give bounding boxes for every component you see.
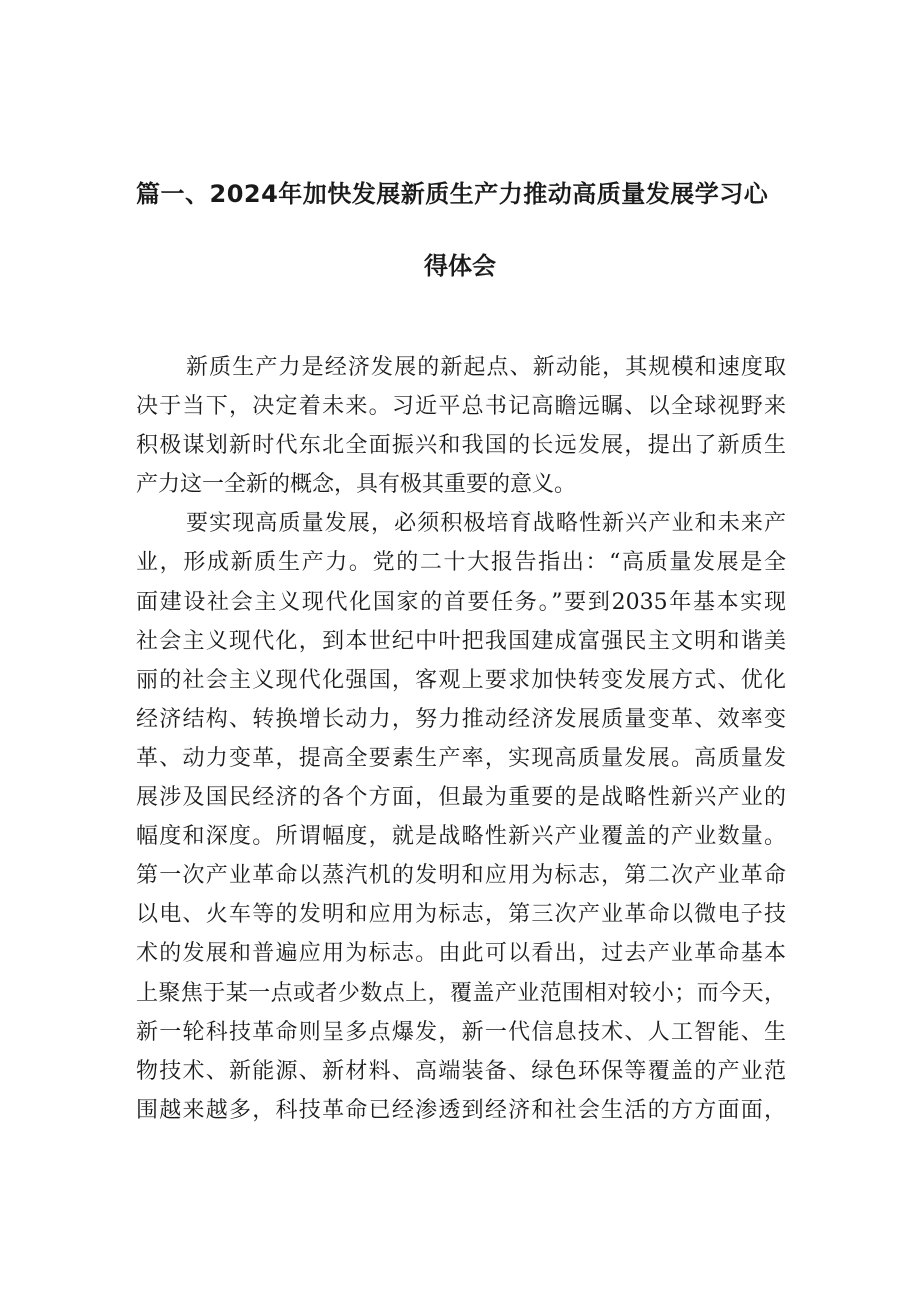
document-title-line-2: 得体会: [424, 252, 496, 280]
paragraph-2-line-4: 社会主义现代化，到本世纪中叶把我国建成富强民主文明和谐美: [136, 628, 786, 654]
paragraph-2-line-16: 围越来越多，科技革命已经渗透到经济和社会生活的方方面面，: [136, 1097, 786, 1123]
paragraph-2-line-10: 第一次产业革命以蒸汽机的发明和应用为标志，第二次产业革命: [136, 863, 786, 889]
paragraph-2-line-15: 物技术、新能源、新材料、高端装备、绿色环保等覆盖的产业范: [136, 1058, 786, 1084]
paragraph-2-line-11: 以电、火车等的发明和应用为标志，第三次产业革命以微电子技: [136, 902, 786, 928]
paragraph-1-line-2: 决于当下，决定着未来。习近平总书记高瞻远瞩、以全球视野来: [136, 394, 786, 420]
paragraph-2-line-6: 经济结构、转换增长动力，努力推动经济发展质量变革、效率变: [136, 706, 786, 732]
paragraph-2-line-3: 面建设社会主义现代化国家的首要任务。”要到2035年基本实现: [136, 589, 786, 615]
paragraph-2-line-2: 业，形成新质生产力。党的二十大报告指出：“高质量发展是全: [136, 550, 786, 576]
document-body: [136, 348, 786, 1130]
paragraph-2-line-7: 革、动力变革，提高全要素生产率，实现高质量发展。高质量发: [136, 745, 786, 771]
paragraph-1-line-1: 新质生产力是经济发展的新起点、新动能，其规模和速度取: [186, 355, 786, 380]
paragraph-1-line-4: 产力这一全新的概念，具有极其重要的意义。: [136, 472, 577, 498]
paragraph-1-line-3: 积极谋划新时代东北全面振兴和我国的长远发展，提出了新质生: [136, 433, 786, 459]
document-title-line-1: 篇一、2024年加快发展新质生产力推动高质量发展学习心: [136, 180, 769, 208]
paragraph-2-line-8: 展涉及国民经济的各个方面，但最为重要的是战略性新兴产业的: [136, 785, 786, 811]
paragraph-2-line-12: 术的发展和普遍应用为标志。由此可以看出，过去产业革命基本: [136, 941, 786, 967]
paragraph-2-line-1: 要实现高质量发展，必须积极培育战略性新兴产业和未来产: [186, 511, 786, 537]
paragraph-2-line-14: 新一轮科技革命则呈多点爆发，新一代信息技术、人工智能、生: [136, 1019, 786, 1045]
paragraph-2-line-9: 幅度和深度。所谓幅度，就是战略性新兴产业覆盖的产业数量。: [136, 824, 786, 850]
paragraph-2-line-13: 上聚焦于某一点或者少数点上，覆盖产业范围相对较小；而今天，: [136, 980, 786, 1006]
paragraph-2-line-5: 丽的社会主义现代化强国，客观上要求加快转变发展方式、优化: [136, 667, 786, 693]
